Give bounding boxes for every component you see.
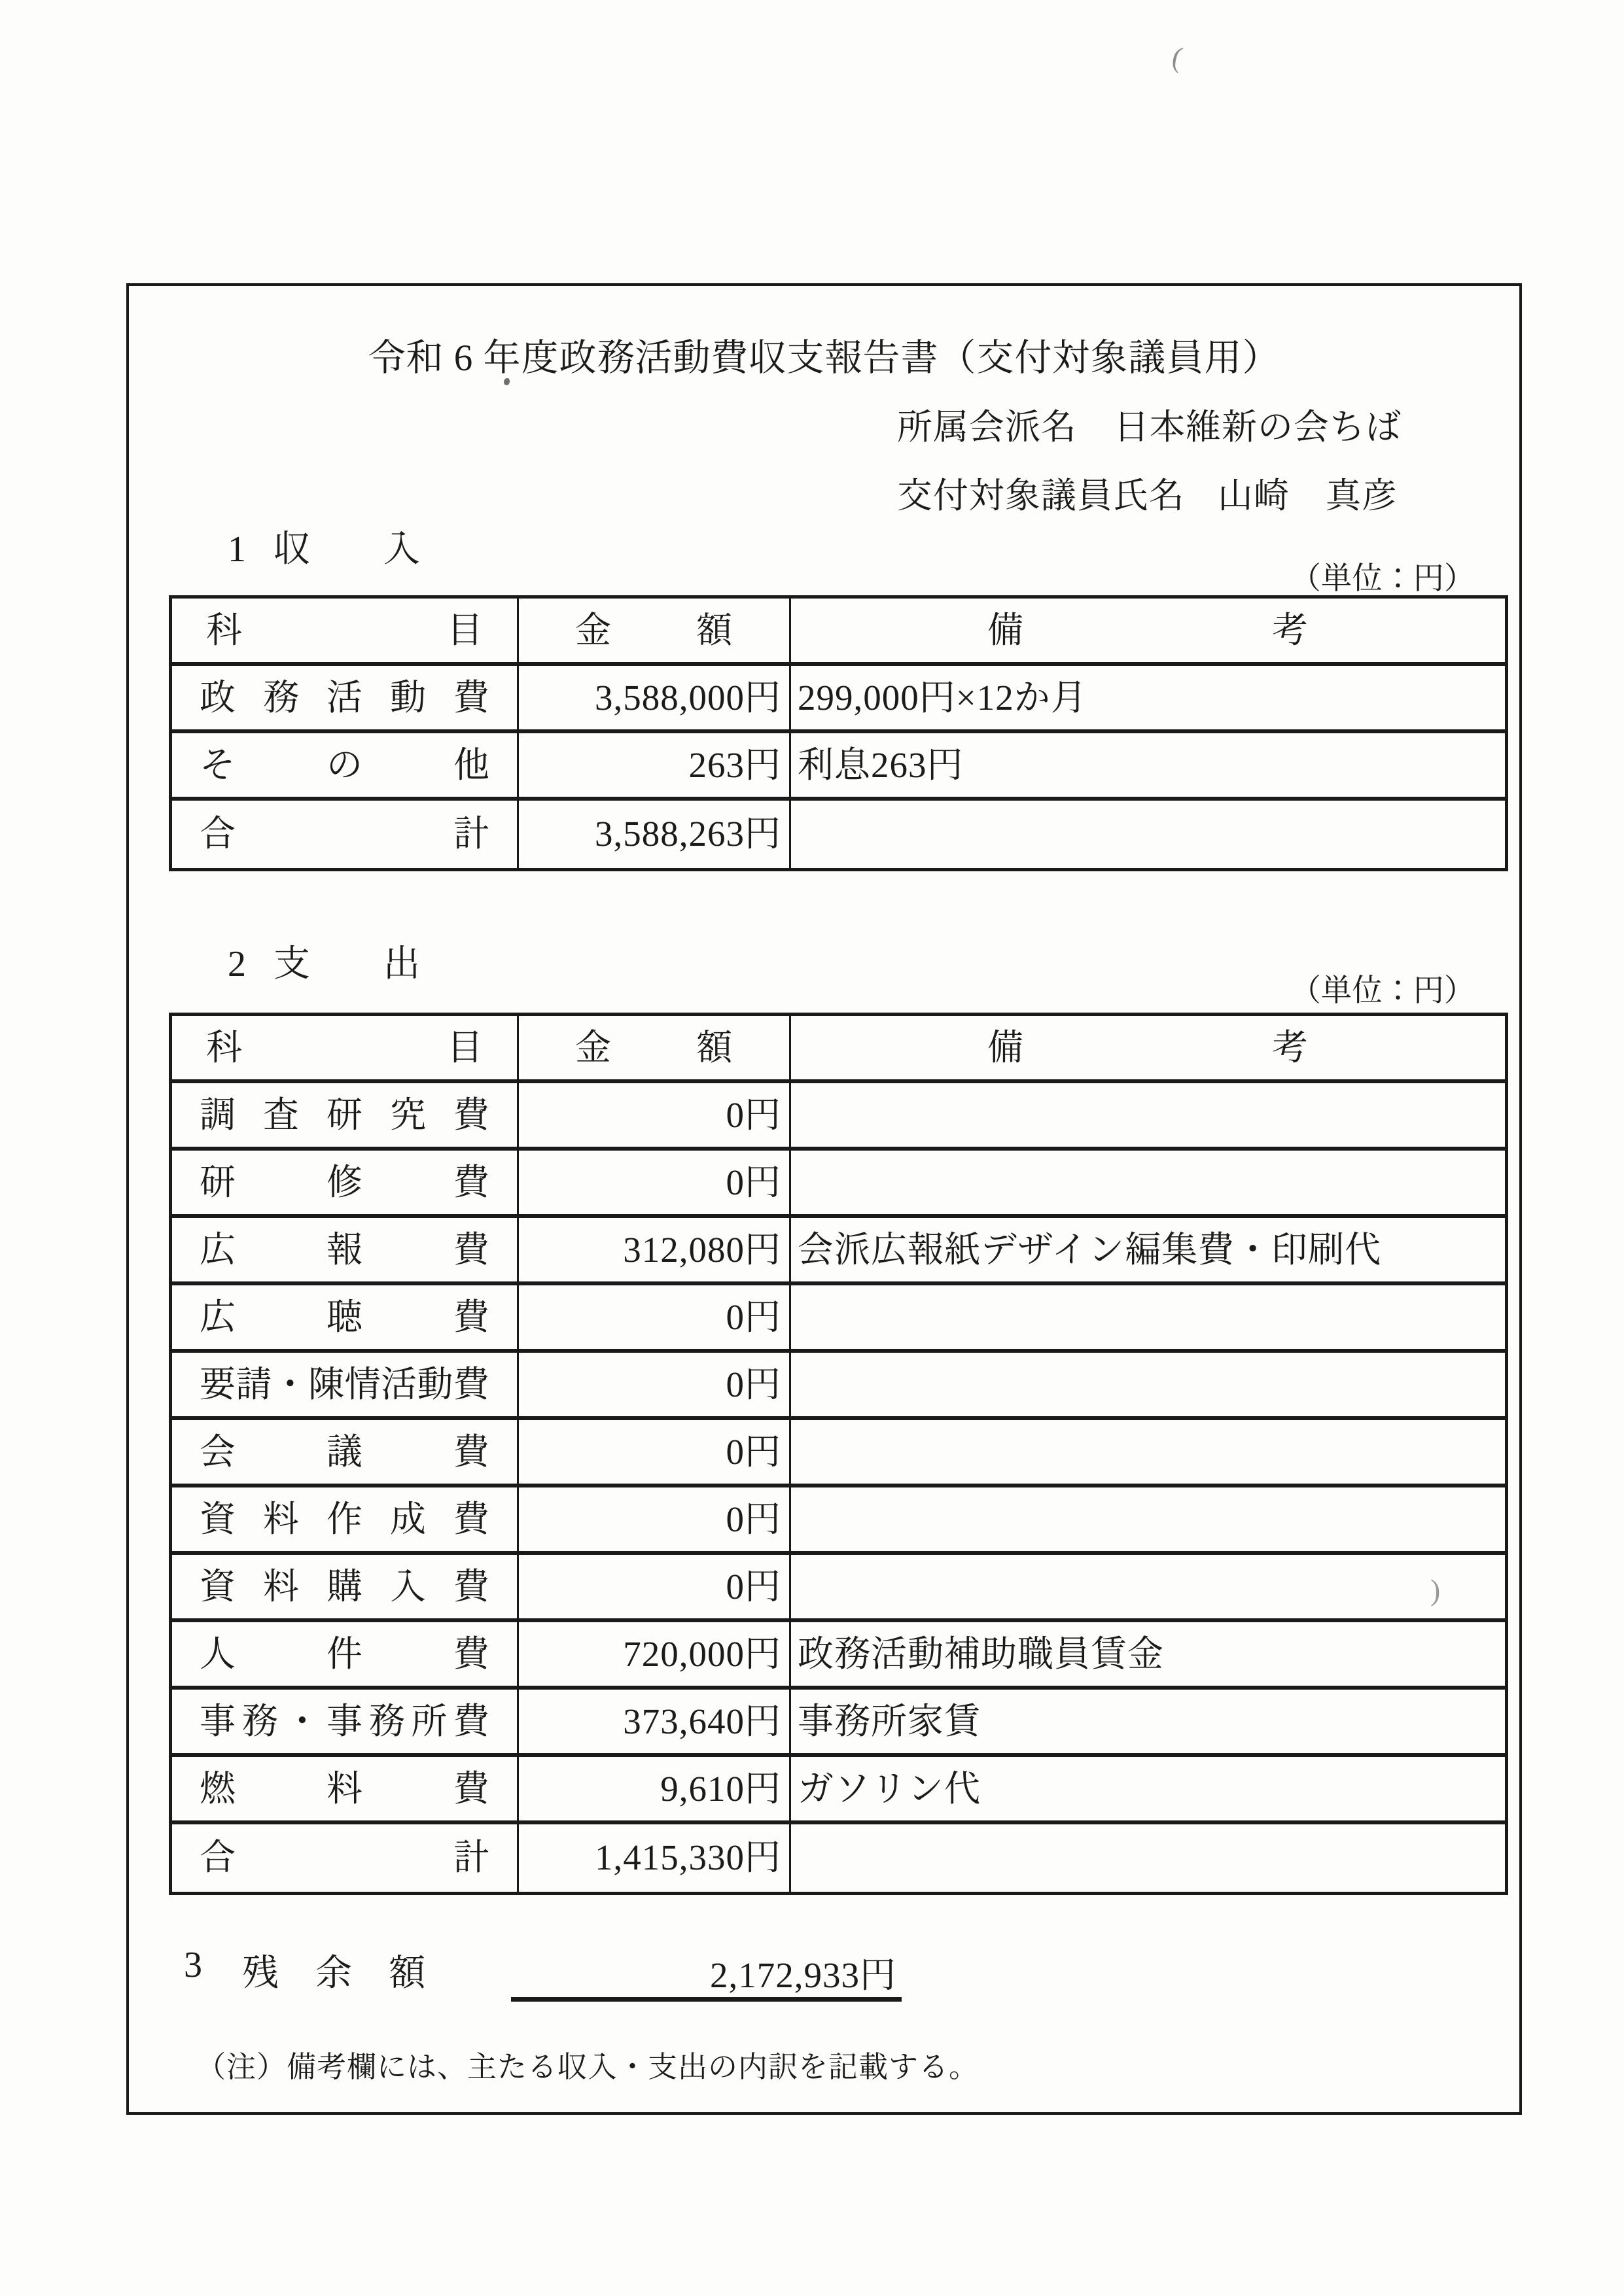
scan-artifact-mark: ( (1169, 41, 1186, 74)
affiliation-line (897, 399, 1402, 449)
remark-cell: 299,000円×12か月 (798, 678, 1087, 718)
remark-cell (791, 1353, 1505, 1416)
income-section-number: 1 (228, 529, 246, 570)
document-title: 令和 6 年度政務活動費収支報告書（交付対象議員用） (368, 338, 1280, 379)
amount-cell: 263円 (519, 733, 791, 797)
table-row (172, 1824, 1505, 1892)
balance-section-title: 残余額 (242, 1953, 462, 1994)
amount-cell: 0円 (519, 1285, 791, 1349)
document-border-box (126, 283, 1522, 2115)
unit-note-income: （単位：円） (1290, 562, 1475, 596)
footnote: （注）備考欄には、主たる収入・支出の内訳を記載する。 (196, 2051, 980, 2083)
table-row (172, 1757, 1505, 1824)
remark-cell (791, 1285, 1505, 1349)
item-cell: 人件費 (172, 1622, 519, 1686)
remark-cell: ガソリン代 (798, 1769, 981, 1809)
amount-cell: 3,588,263円 (519, 801, 791, 868)
table-row (172, 733, 1505, 801)
table-row (172, 801, 1505, 868)
expense-table (169, 1013, 1508, 1895)
amount-cell: 9,610円 (519, 1757, 791, 1820)
col-header-amount: 金 額 (519, 599, 791, 662)
income-section-heading (228, 520, 438, 572)
col-header-remark: 備 考 (987, 610, 1309, 650)
table-row (172, 1555, 1505, 1622)
member-value: 山崎 真彦 (1218, 476, 1398, 515)
remark-cell (791, 1151, 1505, 1214)
amount-cell: 373,640円 (519, 1690, 791, 1753)
unit-note-expense: （単位：円） (1290, 974, 1475, 1008)
income-section-title: 収 入 (274, 529, 438, 570)
amount-cell: 312,080円 (519, 1218, 791, 1281)
item-cell: 合計 (172, 801, 519, 868)
amount-cell: 0円 (519, 1083, 791, 1147)
remark-cell: 政務活動補助職員賃金 (798, 1634, 1165, 1674)
item-cell: 調査研究費 (172, 1083, 519, 1147)
remark-cell (791, 1420, 1505, 1484)
item-cell: 合計 (172, 1824, 519, 1892)
income-table-body (172, 666, 1505, 868)
col-header-item: 科 目 (172, 1016, 519, 1079)
item-cell: 会議費 (172, 1420, 519, 1484)
item-cell: 広聴費 (172, 1285, 519, 1349)
item-cell: 政務活動費 (172, 666, 519, 729)
table-row (172, 1420, 1505, 1487)
item-cell: 燃料費 (172, 1757, 519, 1820)
remark-cell: 事務所家賃 (798, 1701, 981, 1741)
item-cell: 資料購入費 (172, 1555, 519, 1618)
table-row (172, 1487, 1505, 1555)
affiliation-value: 日本維新の会ちば (1114, 408, 1402, 447)
table-row (172, 1218, 1505, 1285)
amount-cell: 0円 (519, 1420, 791, 1484)
item-cell: 研修費 (172, 1151, 519, 1214)
amount-cell: 0円 (519, 1151, 791, 1214)
income-table-header-row (172, 599, 1505, 666)
balance-amount: 2,172,933円 (709, 1955, 896, 1995)
remark-cell (791, 1083, 1505, 1147)
amount-cell: 0円 (519, 1555, 791, 1618)
item-cell: 広報費 (172, 1218, 519, 1281)
remark-cell (791, 1555, 1505, 1618)
expense-section-number: 2 (228, 944, 246, 984)
scan-artifact-mark: ) (1430, 1573, 1441, 1607)
member-line (897, 468, 1398, 518)
item-cell: 資料作成費 (172, 1487, 519, 1551)
table-row (172, 1353, 1505, 1420)
col-header-amount: 金 額 (519, 1016, 791, 1079)
expense-section-title: 支 出 (274, 944, 438, 984)
balance-section-number: 3 (184, 1945, 202, 1985)
table-row (172, 1285, 1505, 1353)
remark-cell: 会派広報紙デザイン編集費・印刷代 (798, 1230, 1382, 1270)
item-cell: その他 (172, 733, 519, 797)
expense-table-header-row (172, 1016, 1505, 1083)
remark-cell (791, 801, 1505, 868)
remark-cell (791, 1824, 1505, 1892)
amount-cell: 720,000円 (519, 1622, 791, 1686)
remark-cell (791, 1487, 1505, 1551)
col-header-item: 科 目 (172, 599, 519, 662)
amount-cell: 1,415,330円 (519, 1824, 791, 1892)
amount-cell: 3,588,000円 (519, 666, 791, 729)
table-row (172, 1151, 1505, 1218)
amount-cell: 0円 (519, 1487, 791, 1551)
expense-section-heading (228, 935, 438, 987)
col-header-remark: 備 考 (987, 1028, 1309, 1068)
affiliation-label: 所属会派名 (897, 408, 1077, 447)
table-row (172, 1622, 1505, 1690)
remark-cell: 利息263円 (798, 745, 964, 785)
balance-underline (511, 1997, 902, 2002)
table-row (172, 1690, 1505, 1757)
table-row (172, 666, 1505, 733)
item-cell: 事務・事務所費 (172, 1690, 519, 1753)
expense-table-body (172, 1083, 1505, 1892)
table-row (172, 1083, 1505, 1151)
income-table (169, 595, 1508, 871)
amount-cell: 0円 (519, 1353, 791, 1416)
item-cell: 要請・陳情活動費 (172, 1353, 519, 1416)
member-label: 交付対象議員氏名 (897, 476, 1185, 515)
